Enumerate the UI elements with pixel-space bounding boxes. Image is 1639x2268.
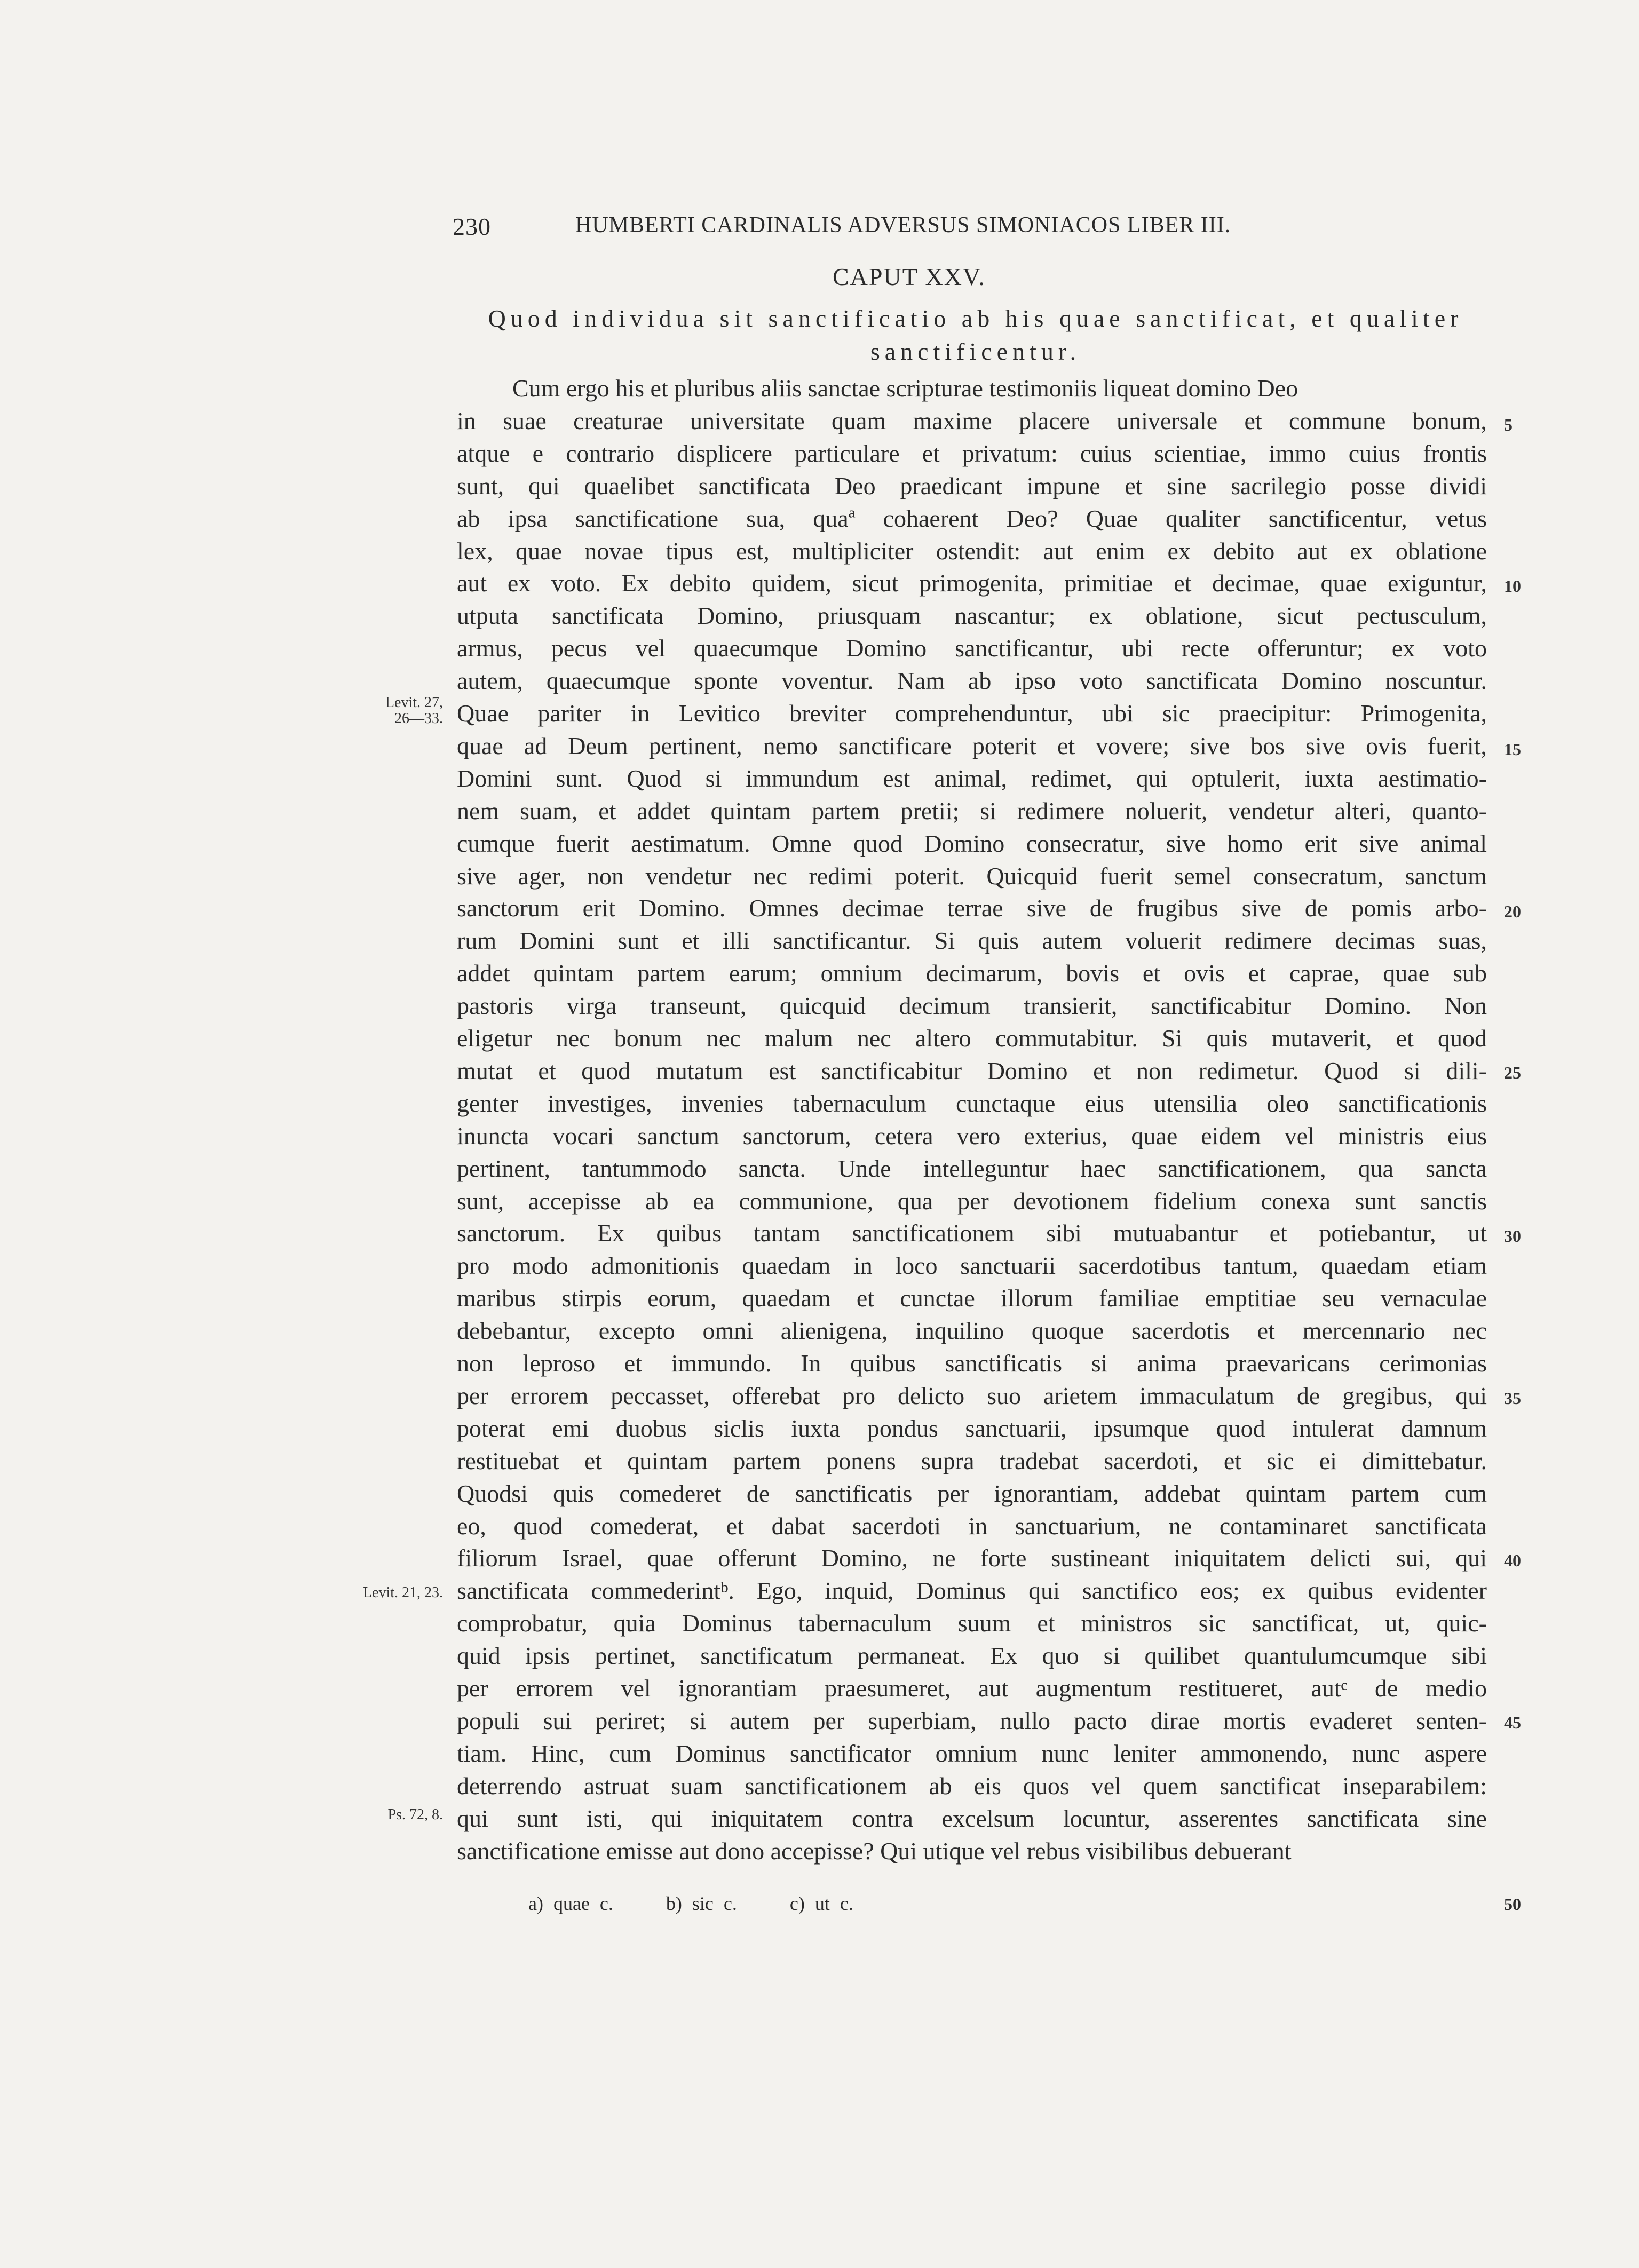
body-line: lex, quae novae tipus est, multipliciter ostendit: aut enim ex debito aut ex oblatione — [457, 537, 1487, 565]
body-line: filiorum Israel, quae offerunt Domino, ne forte sustineant iniquitatem delicti sui, qui — [457, 1544, 1487, 1572]
line-number: 45 — [1504, 1713, 1521, 1732]
line-number: 50 — [1504, 1894, 1521, 1914]
line-number: 40 — [1504, 1551, 1521, 1570]
chapter-heading: CAPUT XXV. — [833, 263, 986, 290]
body-line: debebantur, excepto omni alienigena, inquilino quoque sacerdotis et mercennario nec — [457, 1317, 1487, 1344]
body-line: Domini sunt. Quod si immundum est animal, redimet, qui optulerit, iuxta aestimatio- — [457, 765, 1487, 792]
body-line: sanctificatione emisse aut dono accepisse? Qui utique vel rebus visibilibus debuerant — [457, 1837, 1292, 1865]
chapter-subtitle-line: Quod individua sit sanctificatio ab his quae sanctificat, et qualiter — [488, 305, 1463, 332]
body-line: Cum ergo his et pluribus aliis sanctae scripturae testimoniis liqueat domino Deo — [512, 375, 1298, 402]
body-line: comprobatur, quia Dominus tabernaculum suum et ministros sic sanctificat, ut, quic- — [457, 1609, 1487, 1637]
body-line: cumque fuerit aestimatum. Omne quod Domino consecratur, sive homo erit sive animal — [457, 830, 1487, 857]
body-line: utputa sanctificata Domino, priusquam nascantur; ex oblatione, sicut pectusculum, — [457, 602, 1487, 629]
running-title: HUMBERTI CARDINALIS ADVERSUS SIMONIACOS LIBER III. — [575, 213, 1231, 237]
body-line: sunt, qui quaelibet sanctificata Deo praedicant impune et sine sacrilegio posse dividi — [457, 472, 1487, 499]
body-line: eligetur nec bonum nec malum nec altero commutabitur. Si quis mutaverit, et quod — [457, 1025, 1487, 1052]
body-line: mutat et quod mutatum est sanctificabitur Domino et non redimetur. Quod si dili- — [457, 1057, 1487, 1084]
body-line: poterat emi duobus siclis iuxta pondus sanctuarii, ipsumque quod intulerat damnum — [457, 1415, 1487, 1442]
body-line: atque e contrario displicere particulare et privatum: cuius scientiae, immo cuius frontis — [457, 440, 1487, 467]
footnote: b) sic c. — [666, 1893, 737, 1914]
margin-reference: Levit. 21, 23. — [362, 1584, 443, 1601]
body-line: tiam. Hinc, cum Dominus sanctificator omnium nunc leniter ammonendo, nunc aspere — [457, 1740, 1487, 1767]
page-number: 230 — [453, 213, 491, 240]
body-line: ab ipsa sanctificatione sua, quaª cohaerent Deo? Quae qualiter sanctificentur, vetus — [457, 505, 1487, 532]
body-line: qui sunt isti, qui iniquitatem contra excelsum locuntur, asserentes sanctificata sine — [457, 1805, 1487, 1832]
body-line: sanctificata commederintᵇ. Ego, inquid, Dominus qui sanctifico eos; ex quibus evidenter — [457, 1577, 1487, 1604]
chapter-subtitle — [453, 302, 1499, 368]
body-line: populi sui periret; si autem per superbiam, nullo pacto dirae mortis evaderet senten- — [457, 1707, 1487, 1734]
line-number: 20 — [1504, 902, 1521, 921]
body-line: deterrendo astruat suam sanctificationem ab eis quos vel quem sanctificat inseparabilem: — [457, 1772, 1487, 1799]
body-line: eo, quod comederat, et dabat sacerdoti in sanctuarium, ne contaminaret sanctificata — [457, 1512, 1487, 1540]
body-line: sanctorum erit Domino. Omnes decimae terrae sive de frugibus sive de pomis arbo- — [457, 894, 1487, 922]
footnote: c) ut c. — [789, 1893, 853, 1914]
body-line: pertinent, tantummodo sancta. Unde intelleguntur haec sanctificationem, qua sancta — [457, 1155, 1487, 1182]
body-line: inuncta vocari sanctum sanctorum, cetera vero exterius, quae eidem vel ministris eius — [457, 1122, 1487, 1149]
body-line: per errorem vel ignorantiam praesumeret, aut augmentum restitueret, autᶜ de medio — [457, 1675, 1487, 1702]
margin-reference-line: 26—33. — [394, 710, 443, 727]
line-number: 15 — [1504, 740, 1521, 759]
line-number: 30 — [1504, 1226, 1521, 1246]
body-line: maribus stirpis eorum, quaedam et cunctae illorum familiae emptitiae seu vernaculae — [457, 1284, 1487, 1312]
body-line: quid ipsis pertinet, sanctificatum permaneat. Ex quo si quilibet quantulumcumque sibi — [457, 1642, 1487, 1669]
body-line: in suae creaturae universitate quam maxime placere universale et commune bonum, — [457, 407, 1487, 434]
body-line: non leproso et immundo. In quibus sanctificatis si anima praevaricans cerimonias — [457, 1350, 1487, 1377]
body-line: Quae pariter in Levitico breviter comprehenduntur, ubi sic praecipitur: Primogenita, — [457, 700, 1487, 727]
body-line: restituebat et quintam partem ponens supra tradebat sacerdoti, et sic ei dimittebatur. — [457, 1447, 1487, 1474]
line-number: 10 — [1504, 576, 1521, 596]
line-number: 35 — [1504, 1389, 1521, 1408]
body-line: aut ex voto. Ex debito quidem, sicut primogenita, primitiae et decimae, quae exiguntur, — [457, 569, 1487, 597]
body-line: addet quintam partem earum; omnium decimarum, bovis et ovis et caprae, quae sub — [457, 959, 1487, 987]
body-line: sanctorum. Ex quibus tantam sanctificationem sibi mutuabantur et potiebantur, ut — [457, 1219, 1487, 1247]
body-line: per errorem peccasset, offerebat pro delicto suo arietem immaculatum de gregibus, qui — [457, 1382, 1487, 1409]
body-line: sunt, accepisse ab ea communione, qua per devotionem fidelium conexa sunt sanctis — [457, 1187, 1487, 1215]
body-line: rum Domini sunt et illi sanctificantur. Si quis autem voluerit redimere decimas suas, — [457, 927, 1487, 954]
margin-reference: Ps. 72, 8. — [387, 1806, 443, 1823]
body-line: armus, pecus vel quaecumque Domino sanctificantur, ubi recte offeruntur; ex voto — [457, 635, 1487, 662]
line-number: 25 — [1504, 1063, 1521, 1082]
footnote: a) quae c. — [528, 1893, 613, 1914]
body-line: nem suam, et addet quintam partem pretii; si redimere noluerit, vendetur alteri, quanto- — [457, 797, 1487, 824]
margin-reference — [352, 695, 443, 727]
body-line: genter investiges, invenies tabernaculum cunctaque eius utensilia oleo sanctificationis — [457, 1090, 1487, 1117]
chapter-subtitle-line: sanctificentur. — [870, 338, 1081, 365]
body-line: sive ager, non vendetur nec redimi poterit. Quicquid fuerit semel consecratum, sanctum — [457, 862, 1487, 890]
line-number: 5 — [1504, 415, 1513, 434]
body-line: autem, quaecumque sponte voventur. Nam ab ipso voto sanctificata Domino noscuntur. — [457, 667, 1487, 694]
body-line: quae ad Deum pertinent, nemo sanctificare poterit et vovere; sive bos sive ovis fuerit, — [457, 732, 1487, 759]
body-line: Quodsi quis comederet de sanctificatis per ignorantiam, addebat quintam partem cum — [457, 1480, 1487, 1507]
footnotes — [528, 1892, 896, 1915]
body-line: pro modo admonitionis quaedam in loco sanctuarii sacerdotibus tantum, quaedam etiam — [457, 1252, 1487, 1279]
body-line: pastoris virga transeunt, quicquid decimum transierit, sanctificabitur Domino. Non — [457, 992, 1487, 1019]
margin-reference-line: Levit. 27, — [385, 694, 443, 711]
